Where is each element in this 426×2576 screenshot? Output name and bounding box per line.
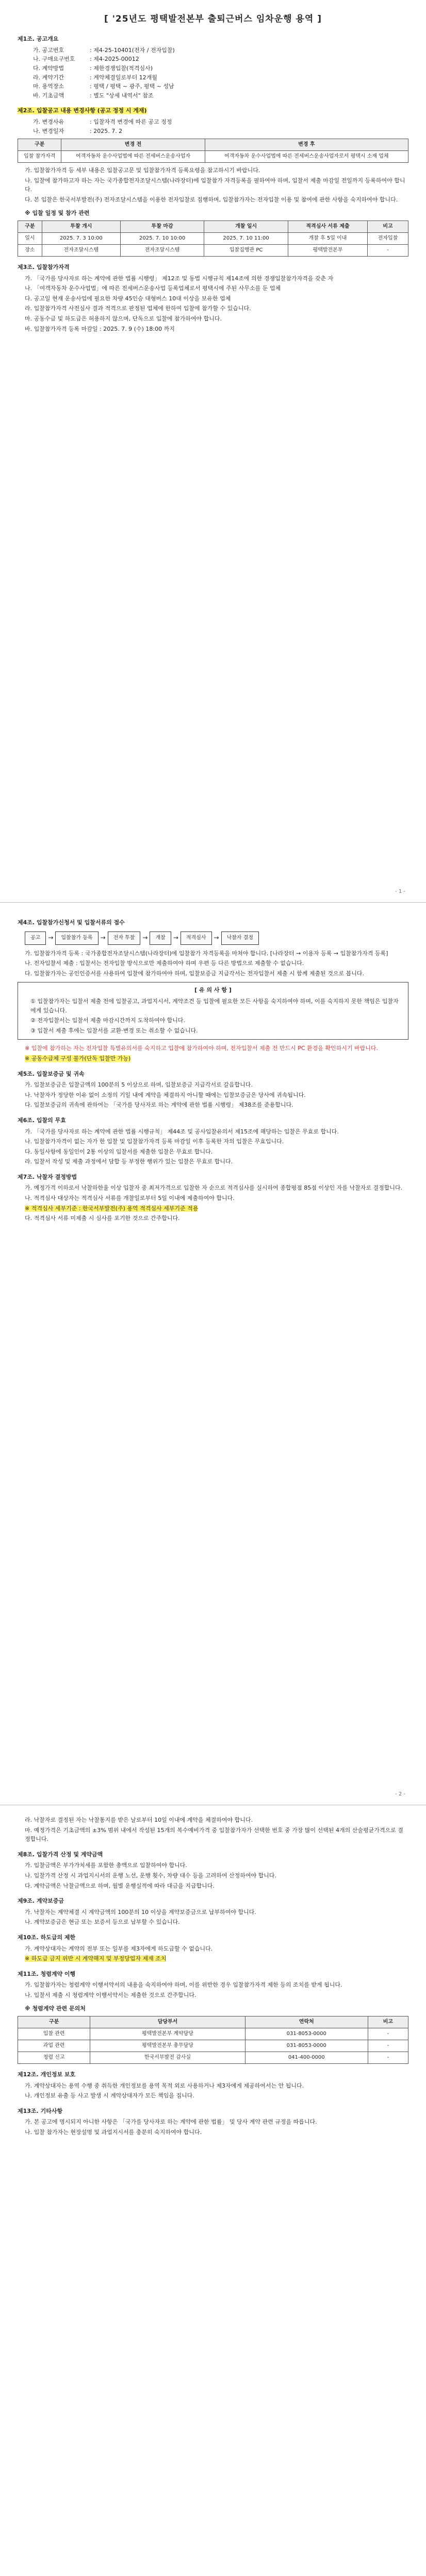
paragraph: 나. 개인정보 유출 등 사고 발생 시 계약상대자가 모든 책임을 집니다. (25, 2092, 194, 2099)
paragraph: 가. 낙찰자는 계약체결 시 계약금액의 100분의 10 이상을 계약보증금으로 납부하여야 합니다. (25, 1908, 256, 1916)
page-1 (0, 0, 426, 903)
paragraph: 가. 계약상대자는 용역 수행 중 취득한 개인정보를 용역 목적 외로 사용하거나 제3자에게 제공하여서는 안 됩니다. (25, 2082, 304, 2089)
paragraph: 가. 입찰참가자격 등 세부 내용은 입찰공고문 및 입찰참가자격 등록요령을 참고하시기 바랍니다. (25, 167, 260, 174)
arrow-right-icon: → (142, 934, 148, 941)
kv-row: 다. 계약방법 : 제한경쟁입찰(적격심사) (33, 64, 153, 72)
section-heading: 제12조. 개인정보 보호 (18, 2071, 76, 2078)
kv-row: 가. 변경사유 : 입찰자격 변경에 따른 공고 정정 (33, 118, 172, 125)
highlight-text: ※ 공동수급체 구성 불가(단독 입찰만 가능) (25, 1055, 131, 1062)
paragraph: 가. 입찰참가자는 청렴계약 이행서약서의 내용을 숙지하여야 하며, 이를 위반한 경우 입찰참가자격 제한 등의 조치를 받게 됩니다. (25, 1981, 342, 1989)
paragraph: 나. 낙찰자가 정당한 이유 없이 소정의 기일 내에 계약을 체결하지 아니할 때에는 입찰보증금은 당사에 귀속됩니다. (25, 1091, 306, 1098)
table-row: 장소 전자조달시스템 전자조달시스템 입찰집행관 PC 평택발전본부 - (18, 245, 408, 257)
section-heading: 제10조. 하도급의 제한 (18, 1934, 76, 1941)
table-row: 입찰 참가자격 여객자동차 운수사업법에 따른 전세버스운송사업자 여객자동차 운수사업법에 따른 전세버스운송사업자로서 평택시 소재 업체 (18, 151, 408, 163)
table-caption: ※ 청렴계약 관련 문의처 (25, 2005, 86, 2012)
paragraph: 가. 본 공고에 명시되지 아니한 사항은 「국가를 당사자로 하는 계약에 관한 법률」 및 당사 계약 관련 규정을 따릅니다. (25, 2119, 317, 2126)
paragraph: 나. 전자입찰서 제출 : 입찰서는 전자입찰 방식으로만 제출하여야 하며 우편 등 다른 방법으로 제출할 수 없습니다. (25, 960, 304, 967)
section-heading: 제7조. 낙찰자 결정방법 (18, 1173, 77, 1180)
schedule-table: 구분 투찰 개시 투찰 마감 개찰 일시 적격심사 서류 제출 비고 일시 2025. 7. 3 10:00 2025. 7. 10 10:00 2025. 7. 10 11:00 개찰 후 5일 이내 전자입찰 장소 전자조달시스템 전자조달시스템 입찰집행관 PC 평택발전본부 - (18, 221, 408, 257)
paragraph: 마. 공동수급 및 하도급은 허용하지 않으며, 단독으로 입찰에 참가하여야 합니다. (25, 315, 222, 323)
table-row: 입찰 관련 평택발전본부 계약담당 031-8053-0000 - (18, 2028, 408, 2040)
paragraph: 가. 「국가를 당사자로 하는 계약에 관한 법률 시행령」 제12조 및 동법 시행규칙 제14조에 의한 경쟁입찰참가자격을 갖춘 자 (25, 275, 334, 282)
paragraph: 라. 입찰서 작성 및 제출 과정에서 담합 등 부정한 행위가 있는 입찰은 무효로 합니다. (25, 1158, 233, 1165)
kv-row: 가. 공고번호 : 제4-25-10401(전자 / 전자입찰) (33, 46, 175, 54)
table-row: 청렴 신고 한국서부발전 감사실 041-400-0000 - (18, 2052, 408, 2064)
paragraph: 다. 입찰보증금의 귀속에 관하여는 「국가를 당사자로 하는 계약에 관한 법률 시행령」 제38조를 준용합니다. (25, 1101, 293, 1109)
paragraph: 다. 입찰참가자는 공인인증서를 사용하여 입찰에 참가하여야 하며, 입찰보증금 지급각서는 전자입찰서 제출 시 함께 제출된 것으로 봅니다. (25, 970, 364, 977)
page-number: - 2 - (395, 1791, 405, 1797)
highlight-text: ※ 적격심사 세부기준 : 한국서부발전(주) 용역 적격심사 세부기준 적용 (25, 1205, 199, 1212)
section-heading: 제2조. 입찰공고 내용 변경사항 (공고 정정 시 게재) (18, 107, 147, 114)
paragraph: 나. 입찰서 제출 시 청렴계약 이행서약서는 제출한 것으로 간주합니다. (25, 1991, 196, 1998)
paragraph: 다. 동일사항에 동일인이 2통 이상의 입찰서를 제출한 입찰은 무효로 합니다. (25, 1148, 213, 1155)
flow-step: 개찰 (150, 931, 171, 945)
paragraph: 나. 입찰가격 산정 시 과업지시서의 운행 노선, 운행 횟수, 차량 대수 등을 고려하여 산정하여야 합니다. (25, 1872, 276, 1879)
section-heading: 제9조. 계약보증금 (18, 1897, 64, 1905)
section-heading: 제5조. 입찰보증금 및 귀속 (18, 1070, 85, 1077)
table-caption: ※ 입찰 일정 및 참가 관련 (25, 209, 90, 216)
paragraph: 나. 적격심사 대상자는 적격심사 서류를 개찰일로부터 5일 이내에 제출하여야 합니다. (25, 1195, 235, 1202)
section-heading: 제11조. 청렴계약 이행 (18, 1970, 76, 1977)
flow-step: 전자 투찰 (108, 931, 141, 945)
arrow-right-icon: → (173, 934, 178, 941)
section-heading: 제1조. 공고개요 (18, 36, 59, 43)
section-heading: 제3조. 입찰참가자격 (18, 264, 70, 271)
section-heading: 제13조. 기타사항 (18, 2107, 63, 2114)
paragraph: 가. 계약상대자는 계약의 전부 또는 일부를 제3자에게 하도급할 수 없습니다. (25, 1945, 213, 1952)
kv-row: 나. 구매요구번호 : 제4-2025-00012 (33, 56, 139, 63)
arrow-right-icon: → (214, 934, 219, 941)
notice-item: ② 전자입찰서는 입찰서 제출 마감시간까지 도착하여야 합니다. (30, 1017, 185, 1024)
contact-table: 구분 담당부서 연락처 비고 입찰 관련 평택발전본부 계약담당 031-8053-0000 - 과업 관련 평택발전본부 총무담당 031-8053-0000 - 청렴 신고 한국서부발전 감사실 041-400-0000 - (18, 2016, 408, 2064)
table-row: 일시 2025. 7. 3 10:00 2025. 7. 10 10:00 2025. 7. 10 11:00 개찰 후 5일 이내 전자입찰 (18, 233, 408, 245)
paragraph: 나. 입찰에 참가하고자 하는 자는 국가종합전자조달시스템(나라장터)에 입찰참가 자격등록을 필하여야 하며, 입찰서 제출 마감일 전일까지 등록하여야 합니다. (25, 177, 405, 193)
process-flow (25, 931, 408, 945)
page-3 (0, 1805, 426, 2576)
paragraph: 가. 예정가격 이하로서 낙찰하한율 이상 입찰자 중 최저가격으로 입찰한 자 순으로 적격심사를 실시하여 종합평점 85점 이상인 자를 낙찰자로 결정합니다. (25, 1184, 403, 1192)
paragraph: 다. 적격심사 서류 미제출 시 심사를 포기한 것으로 간주합니다. (25, 1215, 180, 1222)
page-number: - 1 - (395, 889, 405, 894)
paragraph: 다. 본 입찰은 한국서부발전(주) 전자조달시스템을 이용한 전자입찰로 집행하며, 입찰참가자는 전자입찰 이용 및 참여에 관한 사항을 숙지하여야 합니다. (25, 196, 398, 203)
paragraph: 가. 입찰금액은 부가가치세를 포함한 총액으로 입찰하여야 합니다. (25, 1862, 187, 1869)
flow-step: 입찰참가 등록 (55, 931, 98, 945)
paragraph: 나. 계약보증금은 현금 또는 보증서 등으로 납부할 수 있습니다. (25, 1919, 180, 1926)
arrow-right-icon: → (48, 934, 54, 941)
paragraph: 나. 「여객자동차 운수사업법」에 따른 전세버스운송사업 등록업체로서 평택시에 주된 사무소를 둔 업체 (25, 285, 281, 292)
paragraph: 마. 예정가격은 기초금액의 ±3% 범위 내에서 작성된 15개의 복수예비가격 중 입찰참가자가 선택한 번호 중 가장 많이 선택된 4개의 산술평균가격으로 결정합니다. (25, 1826, 403, 1843)
arrow-right-icon: → (100, 934, 106, 941)
paragraph: 나. 입찰참가자격이 없는 자가 한 입찰 및 입찰참가자격 등록 마감일 이후 등록한 자의 입찰은 무효입니다. (25, 1138, 284, 1145)
flow-step: 낙찰자 결정 (221, 931, 259, 945)
paragraph: 가. 입찰참가자격 등록 : 국가종합전자조달시스템(나라장터)에 입찰참가 자격등록을 마쳐야 합니다. [나라장터 → 이용자 등록 → 입찰참가자격 등록] (25, 950, 388, 957)
kv-row: 마. 용역장소 : 평택 / 평택 ~ 광주, 평택 ~ 성남 (33, 83, 174, 90)
section-heading: 제4조. 입찰참가신청서 및 입찰서류의 접수 (18, 919, 125, 926)
flow-step: 적격심사 (181, 931, 212, 945)
kv-row: 바. 기초금액 : 별도 "상세 내역서" 참조 (33, 92, 154, 99)
paragraph: 가. 「국가를 당사자로 하는 계약에 관한 법률 시행규칙」 제44조 및 공사입찰유의서 제15조에 해당하는 입찰은 무효로 합니다. (25, 1128, 339, 1135)
notice-item: ① 입찰참가자는 입찰서 제출 전에 입찰공고, 과업지시서, 계약조건 등 입찰에 필요한 모든 사항을 숙지하여야 하며, 이를 숙지하지 못한 책임은 입찰자에게 있습니다. (30, 997, 399, 1014)
highlight-text: ※ 하도급 금지 위반 시 계약해지 및 부정당업자 제재 조치 (25, 1955, 167, 1962)
section-heading: 제6조. 입찰의 무효 (18, 1116, 66, 1124)
paragraph: 바. 입찰참가자격 등록 마감일 : 2025. 7. 9 (수) 18:00 까지 (25, 325, 175, 332)
warning-text: ※ 입찰에 참가하는 자는 전자입찰 특별유의서를 숙지하고 입찰에 참가하여야 하며, 전자입찰서 제출 전 반드시 PC 환경을 확인하시기 바랍니다. (25, 1045, 379, 1052)
document-title: [ '25년도 평택발전본부 출퇴근버스 임차운행 용역 ] (104, 14, 322, 24)
kv-row: 나. 변경일자 : 2025. 7. 2 (33, 127, 123, 134)
flow-step: 공고 (25, 931, 46, 945)
section-heading: 제8조. 입찰가격 산정 및 계약금액 (18, 1851, 103, 1858)
paragraph: 라. 입찰참가자격 사전심사 결과 적격으로 판정된 업체에 한하여 입찰에 참가할 수 있습니다. (25, 305, 251, 312)
paragraph: 나. 입찰 참가자는 현장설명 및 과업지시서를 충분히 숙지하여야 합니다. (25, 2129, 202, 2136)
paragraph: 가. 입찰보증금은 입찰금액의 100분의 5 이상으로 하며, 입찰보증금 지급각서로 갈음합니다. (25, 1081, 253, 1089)
paragraph: 다. 공고일 현재 운송사업에 필요한 차량 45인승 대형버스 10대 이상을 보유한 업체 (25, 295, 231, 302)
page-2 (0, 903, 426, 1805)
notice-item: ③ 입찰서 제출 후에는 입찰서를 교환·변경 또는 취소할 수 없습니다. (30, 1027, 198, 1034)
change-table: 구분 변경 전 변경 후 입찰 참가자격 여객자동차 운수사업법에 따른 전세버스운송사업자 여객자동차 운수사업법에 따른 전세버스운송사업자로서 평택시 소재 업체 (18, 139, 408, 163)
paragraph: 라. 낙찰자로 결정된 자는 낙찰통지를 받은 날로부터 10일 이내에 계약을 체결하여야 합니다. (25, 1817, 253, 1823)
table-row: 과업 관련 평택발전본부 총무담당 031-8053-0000 - (18, 2040, 408, 2052)
kv-row: 라. 계약기간 : 계약체결일로부터 12개월 (33, 74, 157, 81)
notice-box (18, 982, 408, 1040)
paragraph: 다. 계약금액은 낙찰금액으로 하며, 월별 운행실적에 따라 대금을 지급합니다. (25, 1882, 215, 1889)
notice-title: [ 유 의 사 항 ] (194, 987, 232, 994)
